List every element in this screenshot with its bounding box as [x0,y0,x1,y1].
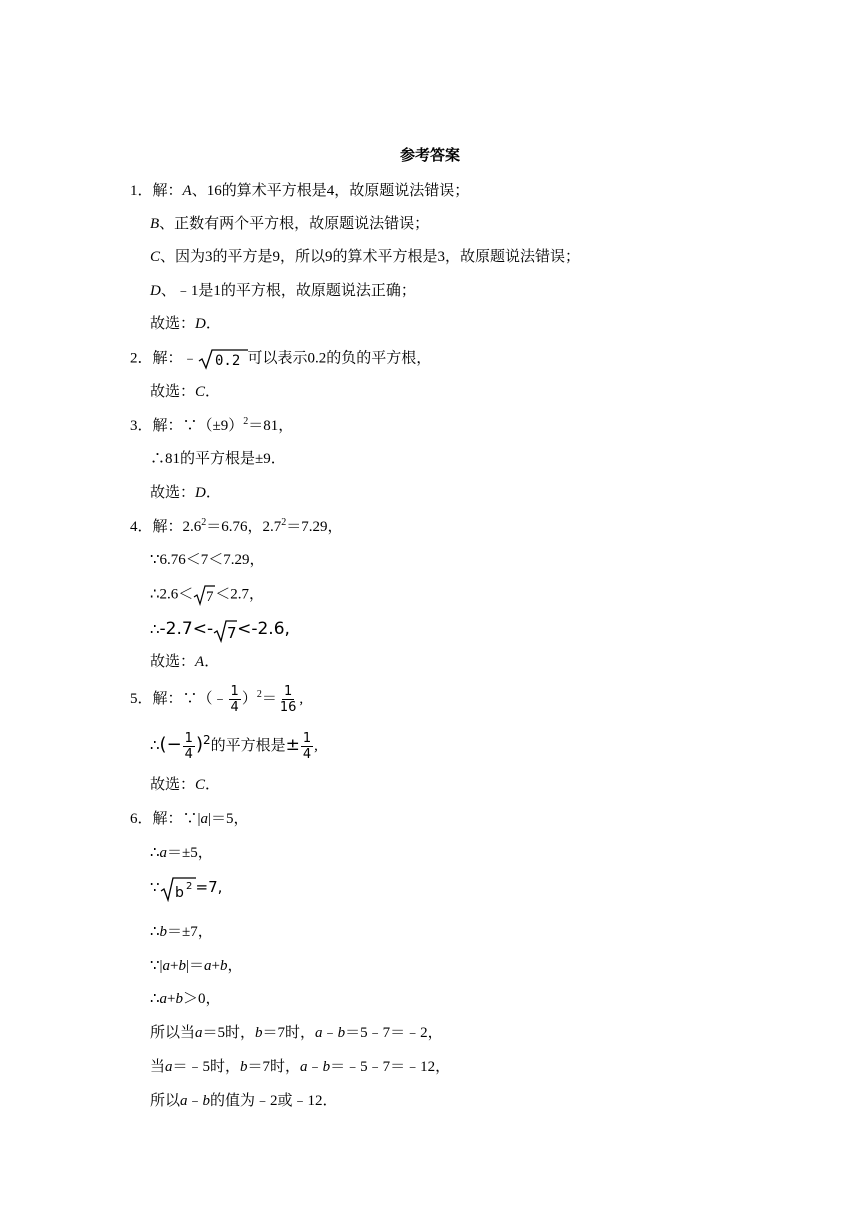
sqrt-symbol-icon [198,348,248,370]
variable: a [180,1093,188,1109]
exponent: 2 [185,880,192,892]
question-number: 6． [130,811,153,827]
punctuation: ． [205,777,221,793]
variable: a [300,1059,308,1075]
variable: b [178,958,187,974]
fraction [229,684,241,715]
q3-answer [150,483,221,503]
math-text: ∵| [150,958,163,974]
answer-choice: A [195,654,205,670]
punctuation: ． [205,485,221,501]
variable: a [315,1025,323,1041]
solution-label: 解： [152,418,183,434]
variable: a [162,958,171,974]
math-text: ＝ [261,691,277,707]
denominator: 16 [279,700,297,716]
math-text: |＝ [186,958,205,974]
answer-choice: C [195,777,206,793]
question-number: 5． [130,691,153,707]
denominator: 4 [184,747,193,763]
numerator: 1 [184,731,193,747]
variable: b [220,958,228,974]
sqrt-symbol-icon [193,584,215,606]
solution-label: 解： [152,183,183,199]
math-text: 2.6 [182,519,202,535]
variable: b [337,1025,346,1041]
q4-line-3 [150,584,264,604]
variable: b [322,1059,331,1075]
punctuation: ． [204,654,220,670]
q6-line-2 [150,843,213,863]
plus-sign: + [211,958,220,974]
exponent: 2 [201,517,207,528]
math-text: ∵| [182,811,201,827]
solution-label: 解： [152,519,183,535]
q6-line-3 [150,874,222,900]
option-letter: B [150,216,160,232]
solution-text: 、因为3的平方是9，所以9的算术平方根是3，故原题说法错误； [160,249,581,265]
paren-close: ) [195,734,203,755]
minus-sign: ﹣ [307,1059,323,1075]
q1-answer [150,314,221,334]
punctuation: ． [205,384,221,400]
math-text: |＝5， [208,811,249,827]
denominator: 4 [302,747,312,763]
answer-label: 故选： [150,485,196,501]
question-number: 3． [130,418,153,434]
math-text: ＝±5， [167,845,213,861]
solution-text: 可以表示0.2的负的平方根， [247,350,432,367]
exponent: 2 [281,517,287,528]
math-text: ∵（±9） [182,418,244,434]
question-number: 2． [130,350,153,367]
math-text: =7, [195,878,223,896]
math-text: ＝81， [248,418,294,434]
q3-line-1 [130,416,293,436]
math-text: ＝7时， [247,1059,301,1075]
variable: b [159,924,168,940]
sqrt-expression [193,584,215,606]
answer-label: 故选： [150,384,196,400]
sqrt-expression [160,876,196,902]
option-letter: C [150,249,161,265]
variable: b [255,1025,263,1041]
math-text: ） [241,691,257,707]
math-text: ＝6.76，2.7 [206,519,282,535]
q5-answer [150,775,220,795]
page-title: 参考答案 [399,148,460,164]
punctuation: ． [205,316,221,332]
math-text: ＝7.29， [286,519,343,535]
sqrt-expression [213,619,237,643]
q4-line-2: ∵6.76＜7＜7.29， [150,552,265,568]
math-text: 所以当 [150,1025,196,1041]
variable: b [202,1093,211,1109]
math-text: ＝±7， [167,924,213,940]
math-text: ＝5时， [202,1025,256,1041]
answer-choice: D [195,485,206,501]
denominator: 4 [230,700,239,716]
q5-line-2 [150,725,318,765]
answer-label: 故选： [150,316,196,332]
math-text: <-2.6, [237,619,290,639]
q1-line-3 [150,247,580,267]
minus-sign: ﹣ [182,350,198,367]
exponent: 2 [202,733,211,747]
variable: a [200,811,209,827]
exponent: 2 [243,416,249,427]
solution-label: 解： [152,350,183,367]
solution-text: 、正数有两个平方根，故原题说法错误； [159,216,430,232]
math-text: ＜2.7， [215,586,265,603]
variable: b [240,1059,248,1075]
radicand: b [174,884,184,901]
therefore-symbol: ∴ [150,924,160,940]
solution-label: 解： [152,811,183,827]
q6-line-7 [150,1023,443,1043]
numerator: 1 [283,684,293,700]
variable: a [159,845,168,861]
answer-label: 故选： [150,654,196,670]
paren-open: (− [159,734,182,755]
variable: a [195,1025,203,1041]
therefore-symbol: ∴ [150,991,160,1007]
punctuation: ， [227,958,243,974]
because-symbol: ∵ [150,880,160,896]
plus-minus-sign: ± [285,735,300,755]
q6-line-4 [150,922,213,942]
option-letter: A [182,183,192,199]
answer-label: 故选： [150,777,196,793]
q1-line-1 [130,181,469,201]
therefore-symbol: ∴ [150,845,160,861]
math-text: 当 [150,1059,166,1075]
question-number: 4． [130,519,153,535]
plus-sign: + [167,991,176,1007]
q1-line-2 [150,214,429,234]
sqrt-symbol-icon [160,876,196,902]
fraction [278,684,299,715]
answer-choice: D [195,316,206,332]
punctuation: , [299,691,304,707]
math-text: 的值为﹣2或﹣12． [210,1093,338,1109]
math-text: ＝﹣5﹣7＝﹣12， [330,1059,451,1075]
variable: a [159,991,168,1007]
q3-line-2: ∴81的平方根是±9． [150,451,286,467]
q6-line-5 [150,956,243,976]
variable: a [204,958,212,974]
sqrt-symbol-icon [213,619,237,643]
radicand: 0.2 [214,353,240,369]
math-text: ＝﹣5时， [172,1059,241,1075]
fraction [301,731,313,762]
question-number: 1． [130,183,153,199]
minus-sign: ﹣ [322,1025,338,1041]
math-text: ＝7时， [262,1025,316,1041]
math-text: 的平方根是 [210,738,286,754]
solution-label: 解： [152,691,183,707]
math-text: -2.7<- [159,619,214,639]
radicand: 7 [206,589,214,605]
math-text: ∴2.6＜ [150,586,194,603]
answer-choice: C [195,384,206,400]
q6-line-9 [150,1091,338,1111]
q1-line-4 [150,281,416,301]
q2-answer [150,382,220,402]
q6-line-1 [130,809,249,829]
q4-answer [150,652,219,672]
q4-line-1 [130,517,343,537]
minus-sign: ﹣ [187,1093,203,1109]
therefore-symbol: ∴ [150,738,160,754]
math-text: ∵（﹣ [182,691,228,707]
q6-line-6 [150,989,221,1009]
math-text: ＝5﹣7＝﹣2， [345,1025,443,1041]
variable: a [165,1059,173,1075]
therefore-symbol: ∴ [150,622,160,638]
math-text: 所以 [150,1093,181,1109]
radicand: 7 [227,623,237,642]
q5-line-1 [130,679,303,719]
solution-text: 、﹣1是1的平方根，故原题说法正确； [160,283,416,299]
q6-line-8 [150,1057,450,1077]
variable: b [175,991,184,1007]
numerator: 1 [230,684,239,700]
plus-sign: + [170,958,179,974]
solution-text: 、16的算术平方根是4，故原题说法错误； [191,183,470,199]
math-text: ＞0， [183,991,221,1007]
exponent: 2 [256,689,262,700]
punctuation: , [314,738,318,754]
numerator: 1 [302,731,312,747]
fraction [183,731,195,762]
q4-line-4 [150,617,290,641]
sqrt-expression [198,348,248,370]
q2-line-1 [130,348,431,368]
option-letter: D [150,283,161,299]
